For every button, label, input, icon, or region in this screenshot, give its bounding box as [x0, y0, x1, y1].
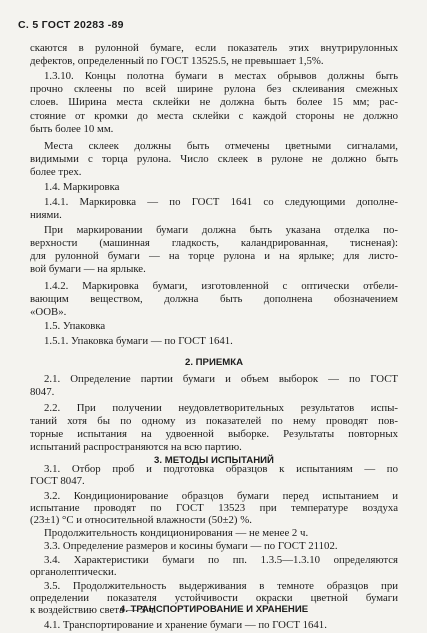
text-line: органолептически.: [30, 566, 117, 578]
text-line: к воздействию света — 3 ч.: [30, 604, 157, 616]
text-line: 1.3.10. Концы полотна бумаги в местах обрывов должны быть: [44, 70, 398, 82]
text-line: стояние от кромки до места склейки с каждой стороны не должно: [30, 110, 398, 122]
text-line: 1.4.1. Маркировка — по ГОСТ 1641 со следующими дополне-: [44, 196, 398, 208]
text-line: 1.4.2. Маркировка бумаги, изготовленной с оптически отбели-: [44, 280, 398, 292]
text-line: 2.2. При получении неудовлетворительных результатов испы-: [44, 402, 398, 414]
text-line: таний хотя бы по одному из показателей по нему проводят пов-: [30, 415, 398, 427]
text-line: 2.1. Определение партии бумаги и объем выборок — по ГОСТ: [44, 373, 398, 385]
text-line: 3.1. Отбор проб и подготовка образцов к испытаниям — по: [44, 463, 398, 475]
text-line: Места склеек должны быть отмечены цветными сигналами,: [44, 140, 398, 152]
text-line: торные испытания на удвоенной выборке. Результаты повторных: [30, 428, 398, 440]
text-line: дефектов, определенный по ГОСТ 13525.5, не превышает 1,5%.: [30, 55, 324, 67]
text-line: скаются в рулонной бумаге, если показатель этих внутрирулонных: [30, 42, 398, 54]
section-heading: 2. ПРИЕМКА: [184, 357, 244, 368]
text-line: ГОСТ 8047.: [30, 475, 85, 487]
text-line: «ООВ».: [30, 306, 67, 318]
text-line: более трех.: [30, 166, 82, 178]
text-line: 4.1. Транспортирование и хранение бумаги — по ГОСТ 1641.: [44, 619, 327, 631]
text-line: 1.5. Упаковка: [44, 320, 106, 332]
section-heading: 3. МЕТОДЫ ИСПЫТАНИЙ: [154, 455, 274, 466]
text-line: 3.3. Определение размеров и косины бумаги — по ГОСТ 21102.: [44, 540, 338, 552]
text-line: испытаний распространяются на всю партию.: [30, 441, 242, 453]
text-line: Продолжительность кондиционирования — не менее 2 ч.: [44, 527, 309, 539]
text-line: быть более 10 мм.: [30, 123, 114, 135]
text-line: определении показателя устойчивости окраски цветной бумаги: [30, 592, 398, 604]
text-line: вой бумаги — на ярлыке.: [30, 263, 146, 275]
text-line: верхности (машинная гладкость, каландрированная, тисненая):: [30, 237, 398, 249]
text-line: 1.5.1. Упаковка бумаги — по ГОСТ 1641.: [44, 335, 233, 347]
text-line: 3.2. Кондиционирование образцов бумаги перед испытанием и: [44, 490, 398, 502]
text-line: (23±1) °С и относительной влажности (50±2) %.: [30, 514, 252, 526]
text-line: видимыми с торца рулона. Число склеек в рулоне не должно быть: [30, 153, 398, 165]
text-line: испытание проводят по ГОСТ 13523 при температуре воздуха: [30, 502, 398, 514]
text-line: ниями.: [30, 209, 62, 221]
text-line: 1.4. Маркировка: [44, 181, 120, 193]
text-line: вающим веществом, должна быть дополнена обозначением: [30, 293, 398, 305]
text-line: 3.4. Характеристики бумаги по пп. 1.3.5—1.3.10 определяются: [44, 554, 398, 566]
page-header: С. 5 ГОСТ 20283 -89: [18, 19, 124, 31]
text-line: прочно склеены по всей ширине рулона без склеивания смежных: [30, 83, 398, 95]
text-line: слоев. Ширина места склейки не должна быть более 15 мм; рас-: [30, 96, 398, 108]
text-line: При маркировании бумаги должна быть указана отделка по-: [44, 224, 398, 236]
text-line: 8047.: [30, 386, 55, 398]
section-heading: 4. ТРАНСПОРТИРОВАНИЕ И ХРАНЕНИЕ: [119, 604, 309, 615]
text-line: 3.5. Продолжительность выдерживания в темноте образцов при: [44, 580, 398, 592]
text-line: для рулонной бумаги — на торце рулона и на ярлыке; для листо-: [30, 250, 398, 262]
